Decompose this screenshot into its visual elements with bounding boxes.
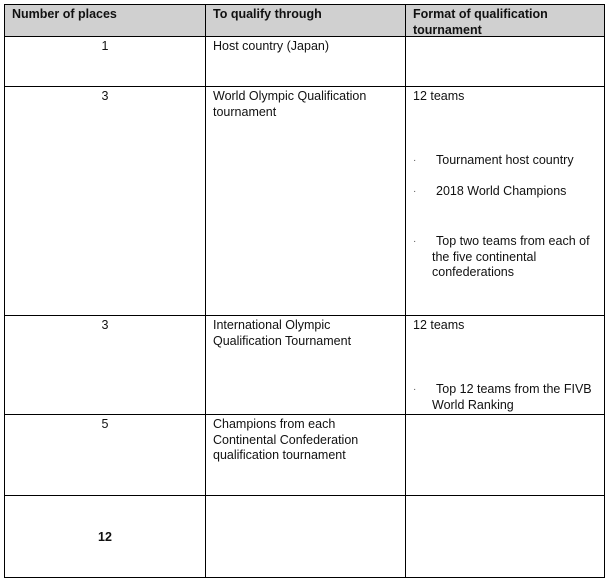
header-to-qualify-through: To qualify through (206, 5, 406, 36)
bullet-icon: · (413, 186, 417, 197)
format-cell (406, 37, 605, 86)
through-cell (206, 496, 406, 577)
format-text: 12 teams (413, 318, 465, 332)
header-number-of-places: Number of places (5, 5, 206, 36)
format-cell (406, 415, 605, 495)
places-cell: 1 (5, 37, 206, 86)
through-cell: International Olympic Qualification Tournament (206, 316, 406, 414)
through-cell: Champions from each Continental Confederation qualification tournament (206, 415, 406, 495)
bullet-icon: · (413, 384, 417, 395)
places-cell: 3 (5, 87, 206, 315)
table-header-row (5, 5, 604, 37)
format-cell: 12 teams · Top 12 teams from the FIVB World Ranking (406, 316, 605, 414)
table-row (5, 37, 604, 87)
format-cell: 12 teams · Tournament host country · 2018 World Champions · Top two teams from each of the five continental confederations (406, 87, 605, 315)
places-cell: 3 (5, 316, 206, 414)
table-row (5, 415, 604, 496)
total-places-cell: 12 (5, 496, 206, 577)
table-total-row (5, 496, 604, 577)
format-cell (406, 496, 605, 577)
header-format: Format of qualification tournament (413, 7, 548, 37)
bullet-icon: · (413, 236, 417, 247)
table-row (5, 87, 604, 316)
places-cell: 5 (5, 415, 206, 495)
through-cell: World Olympic Qualification tournament (206, 87, 406, 315)
format-text: 12 teams (413, 89, 465, 103)
through-cell: Host country (Japan) (206, 37, 406, 86)
bullet-icon: · (413, 155, 417, 166)
table-row (5, 316, 604, 415)
qualification-table (4, 4, 605, 578)
